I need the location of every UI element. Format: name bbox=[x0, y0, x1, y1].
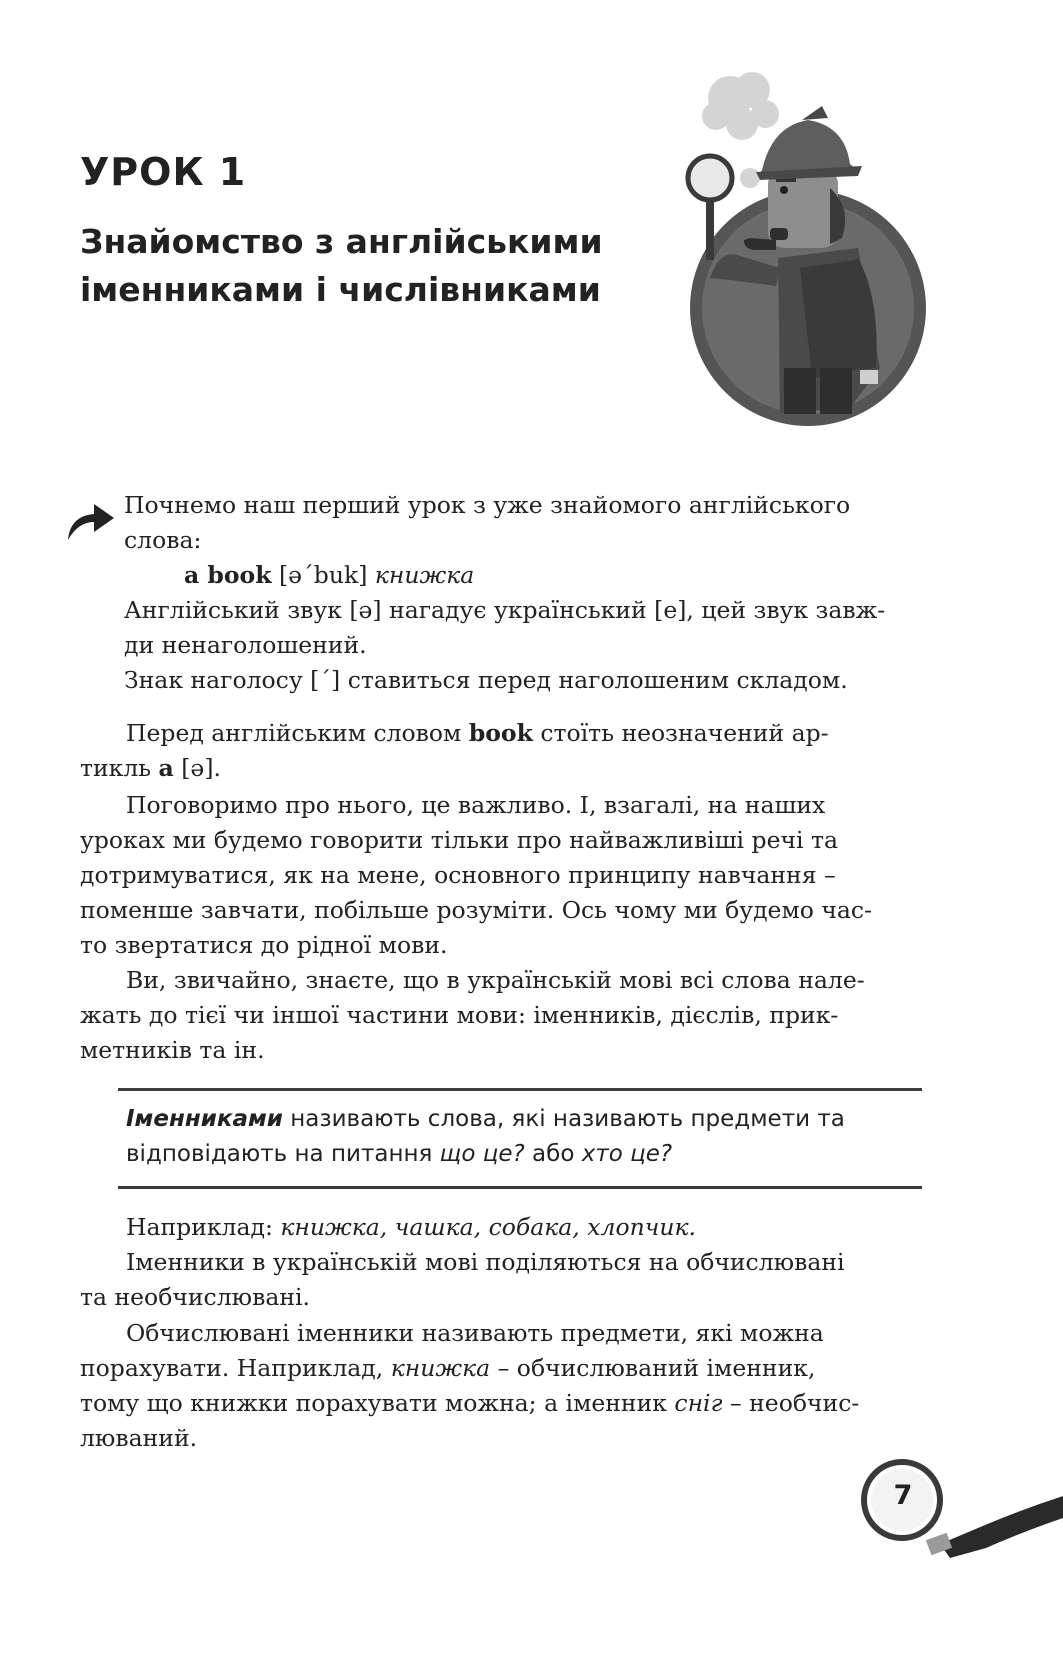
rule-bottom bbox=[118, 1186, 922, 1189]
text: порахувати. Наприклад, bbox=[80, 1354, 391, 1382]
definition-box bbox=[126, 1102, 922, 1172]
italic-word: книжка bbox=[390, 1354, 491, 1382]
text: – обчислюваний іменник, bbox=[490, 1354, 816, 1382]
para2-line: то звертатися до рідної мови. bbox=[80, 931, 448, 959]
page-number: 7 bbox=[893, 1480, 913, 1511]
detective-illustration bbox=[680, 68, 930, 440]
bold-word: a bbox=[158, 754, 174, 782]
para5-line-4: люваний. bbox=[80, 1424, 198, 1452]
question-2: хто це? bbox=[581, 1141, 673, 1167]
definition-line-2 bbox=[126, 1137, 922, 1172]
stress-line: Знак наголосу [ˊ] ставиться перед наголошеним складом. bbox=[124, 666, 848, 694]
lesson-title bbox=[80, 218, 680, 314]
para2-line: Поговоримо про нього, це важливо. І, взагалі, на наших bbox=[126, 791, 826, 819]
example-word: a book bbox=[184, 561, 272, 589]
title-line-2: іменниками і числівниками bbox=[80, 270, 601, 309]
example-line bbox=[124, 558, 922, 593]
article-line-2 bbox=[80, 751, 922, 786]
intro-line-2: слова: bbox=[124, 526, 202, 554]
intro-block bbox=[124, 488, 922, 698]
example-words: книжка, чашка, собака, хлопчик. bbox=[280, 1213, 696, 1241]
question-1: що це? bbox=[439, 1141, 525, 1167]
text: стоїть неозначений ар- bbox=[532, 719, 829, 747]
text: називають слова, які називають предмети та bbox=[282, 1106, 845, 1132]
magnifier-icon bbox=[850, 1456, 1063, 1568]
para4-line: та необчислювані. bbox=[80, 1283, 310, 1311]
example-transcription: [əˊbuk] bbox=[278, 561, 368, 589]
para3-line: метників та ін. bbox=[80, 1036, 265, 1064]
para4-line: Іменники в українській мові поділяються на обчислювані bbox=[126, 1248, 845, 1276]
definition-term: Іменниками bbox=[126, 1106, 283, 1132]
curved-arrow-icon bbox=[66, 500, 116, 542]
definition-line-1 bbox=[126, 1102, 922, 1137]
italic-word: сніг bbox=[674, 1389, 723, 1417]
article-line-1 bbox=[80, 716, 922, 751]
para2-line: дотримуватися, як на мене, основного принципу навчання – bbox=[80, 861, 836, 889]
text: Перед англійським словом bbox=[126, 719, 469, 747]
article-paragraph bbox=[80, 716, 922, 786]
text: – необчис- bbox=[722, 1389, 860, 1417]
para5-line-2 bbox=[80, 1351, 922, 1386]
para5-line-3 bbox=[80, 1386, 922, 1421]
text: тому що книжки порахувати можна; а іменник bbox=[80, 1389, 675, 1417]
example-paragraph bbox=[80, 1210, 922, 1245]
bold-word: book bbox=[468, 719, 533, 747]
title-line-1: Знайомство з англійськими bbox=[80, 222, 603, 261]
para2-line: уроках ми будемо говорити тільки про найважливіші речі та bbox=[80, 826, 839, 854]
sound-line-2: ди ненаголошений. bbox=[124, 631, 367, 659]
lesson-number: УРОК 1 bbox=[80, 150, 247, 194]
intro-line-1: Почнемо наш перший урок з уже знайомого англійського bbox=[124, 491, 851, 519]
text: Наприклад: bbox=[126, 1213, 281, 1241]
example-translation: книжка bbox=[374, 561, 475, 589]
para5-line-1: Обчислювані іменники називають предмети, які можна bbox=[126, 1319, 824, 1347]
text: відповідають на питання bbox=[126, 1141, 440, 1167]
text: [ə]. bbox=[173, 754, 221, 782]
sound-line-1: Англійський звук [ə] нагадує український [е], цей звук завж- bbox=[124, 596, 886, 624]
text: або bbox=[524, 1141, 582, 1167]
para2-line: поменше завчати, побільше розуміти. Ось чому ми будемо час- bbox=[80, 896, 873, 924]
paragraph-5 bbox=[80, 1316, 922, 1456]
paragraph-3 bbox=[80, 963, 922, 1068]
text: тикль bbox=[80, 754, 159, 782]
paragraph-2 bbox=[80, 788, 922, 963]
para3-line: Ви, звичайно, знаєте, що в українській мові всі слова нале- bbox=[126, 966, 865, 994]
rule-top bbox=[118, 1088, 922, 1091]
para3-line: жать до тієї чи іншої частини мови: іменників, дієслів, прик- bbox=[80, 1001, 839, 1029]
paragraph-4 bbox=[80, 1245, 922, 1315]
example-line bbox=[80, 1210, 922, 1245]
